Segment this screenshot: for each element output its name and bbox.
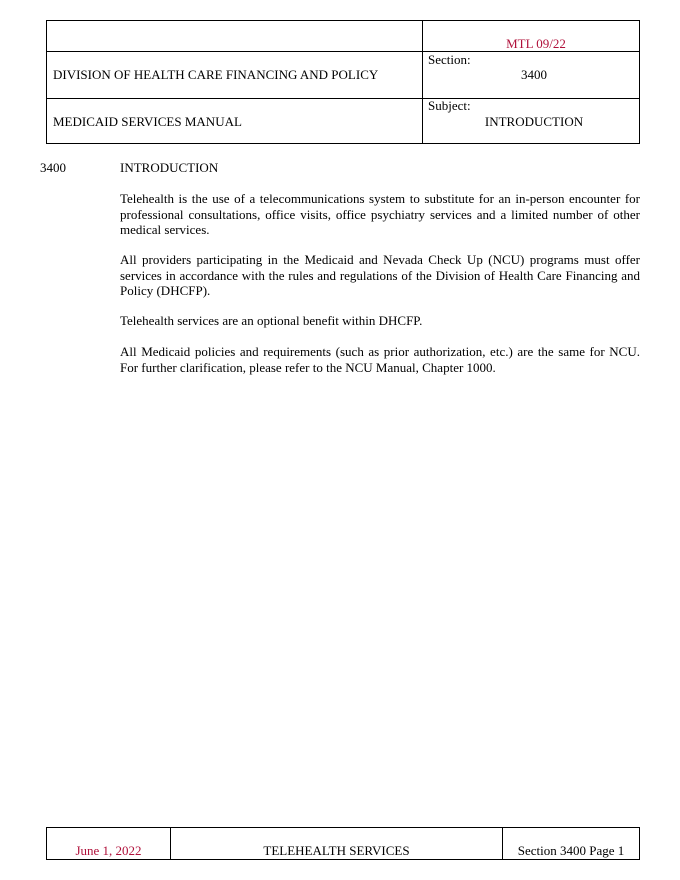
section-label: Section: <box>428 52 471 67</box>
section-value: 3400 <box>521 67 547 82</box>
manual-name: MEDICAID SERVICES MANUAL <box>53 114 242 129</box>
paragraph: Telehealth is the use of a telecommunications system to substitute for an in-person encounter for professional consultations, office visits, office psychiatry services and a limited number of other medical services. <box>120 191 640 237</box>
mtl-number: MTL 09/22 <box>506 36 566 51</box>
section-number: 3400 <box>40 160 66 175</box>
paragraph: All Medicaid policies and requirements (such as prior authorization, etc.) are the same for NCU. For further clarification, please refer to the NCU Manual, Chapter 1000. <box>120 344 640 375</box>
subject-value: INTRODUCTION <box>484 114 584 129</box>
paragraph: Telehealth services are an optional benefit within DHCFP. <box>120 313 423 328</box>
division-name: DIVISION OF HEALTH CARE FINANCING AND POLICY <box>53 67 379 82</box>
paragraph: All providers participating in the Medicaid and Nevada Check Up (NCU) programs must offer services in accordance with the rules and regulations of the Division of Health Care Financing and Policy (DHCFP). <box>120 252 640 298</box>
footer-date: June 1, 2022 <box>75 843 142 858</box>
footer-page: Section 3400 Page 1 <box>517 843 625 858</box>
footer-title: TELEHEALTH SERVICES <box>263 843 410 858</box>
subject-label: Subject: <box>428 98 471 113</box>
footer-table <box>46 827 640 860</box>
section-title: INTRODUCTION <box>120 160 219 175</box>
header-table <box>46 20 640 144</box>
header-row-divider-2 <box>47 98 639 99</box>
